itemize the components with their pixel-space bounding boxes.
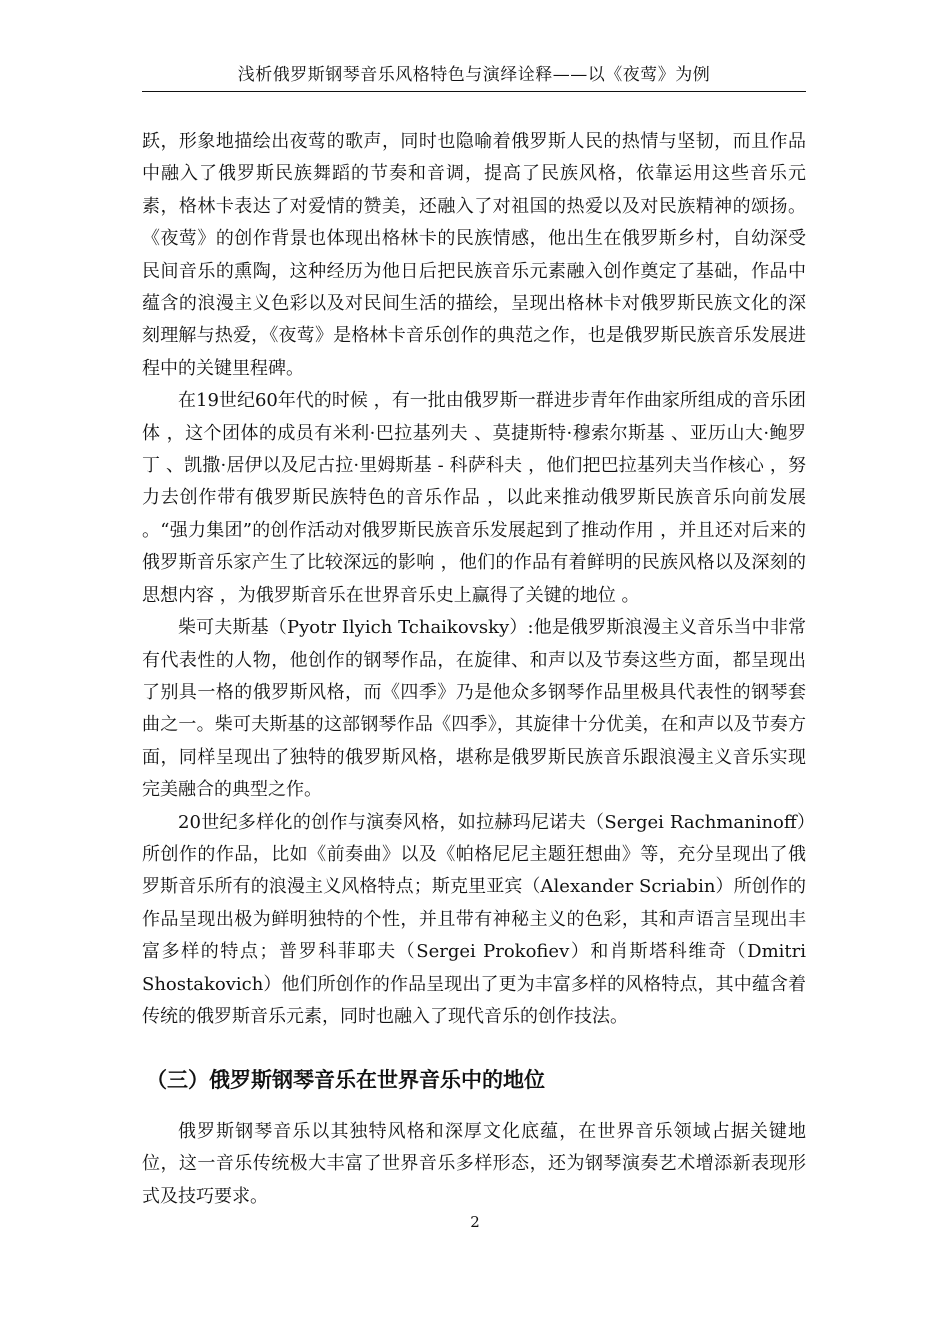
body-text	[142, 126, 806, 1033]
section-body	[142, 1116, 806, 1213]
section-heading: （三）俄罗斯钢琴音乐在世界音乐中的地位	[146, 1068, 545, 1092]
paragraph-tchaikovsky: 柴可夫斯基（Pyotr Ilyich Tchaikovsky）:他是俄罗斯浪漫主义音乐当中非常有代表性的人物，他创作的钢琴作品，在旋律、和声以及节奏这些方面，都呈现出了别具一格的俄罗斯风格，而《四季》乃是他众多钢琴作品里极具代表性的钢琴套曲之一。柴可夫斯基的这部钢琴作品《四季》，其旋律十分优美，在和声以及节奏方面，同样呈现出了独特的俄罗斯风格，堪称是俄罗斯民族音乐跟浪漫主义音乐实现完美融合的典型之作。	[142, 617, 806, 801]
page-number: 2	[470, 1213, 480, 1231]
paragraph-mighty-handful: 在19世纪60年代的时候 ，有一批由俄罗斯一群进步青年作曲家所组成的音乐团体 ，这个团体的成员有米利·巴拉基列夫 、莫捷斯特·穆索尔斯基 、亚历山大·鲍罗丁 、凯撒·居伊以及尼古拉·里姆斯基 - 科萨科夫 ，他们把巴拉基列夫当作核心 ，努力去创作带有俄罗斯民族特色的音乐作品 ，以此来推动俄罗斯民族音乐向前发展 。“强力集团”的创作活动对俄罗斯民族音乐发展起到了推动作用 ，并且还对后来的俄罗斯音乐家产生了比较深远的影响 ，他们的作品有着鲜明的民族风格以及深刻的思想内容 ，为俄罗斯音乐在世界音乐史上赢得了关键的地位 。	[142, 390, 806, 606]
paragraph-world-status: 俄罗斯钢琴音乐以其独特风格和深厚文化底蕴，在世界音乐领域占据关键地位，这一音乐传统极大丰富了世界音乐多样形态，还为钢琴演奏艺术增添新表现形式及技巧要求。	[142, 1121, 806, 1207]
paragraph-continued: 跃，形象地描绘出夜莺的歌声，同时也隐喻着俄罗斯人民的热情与坚韧，而且作品中融入了俄罗斯民族舞蹈的节奏和音调，提高了民族风格，依靠运用这些音乐元素，格林卡表达了对爱情的赞美，还融入了对祖国的热爱以及对民族精神的颂扬。《夜莺》的创作背景也体现出格林卡的民族情感，他出生在俄罗斯乡村，自幼深受民间音乐的熏陶，这种经历为他日后把民族音乐元素融入创作奠定了基础，作品中蕴含的浪漫主义色彩以及对民间生活的描绘，呈现出格林卡对俄罗斯民族文化的深刻理解与热爱，《夜莺》是格林卡音乐创作的典范之作，也是俄罗斯民族音乐发展进程中的关键里程碑。	[142, 131, 806, 379]
running-header: 浅析俄罗斯钢琴音乐风格特色与演绎诠释——以《夜莺》为例	[237, 65, 711, 85]
header-rule	[142, 91, 806, 92]
paragraph-20th-century: 20世纪多样化的创作与演奏风格，如拉赫玛尼诺夫（Sergei Rachmaninoff）所创作的作品，比如《前奏曲》以及《帕格尼尼主题狂想曲》等，充分呈现出了俄罗斯音乐所有的浪漫主义风格特点；斯克里亚宾（Alexander Scriabin）所创作的作品呈现出极为鲜明独特的个性，并且带有神秘主义的色彩，其和声语言呈现出丰富多样的特点；普罗科菲耶夫（Sergei Prokofiev）和肖斯塔科维奇（Dmitri Shostakovich）他们所创作的作品呈现出了更为丰富多样的风格特点，其中蕴含着传统的俄罗斯音乐元素，同时也融入了现代音乐的创作技法。	[142, 811, 806, 1027]
